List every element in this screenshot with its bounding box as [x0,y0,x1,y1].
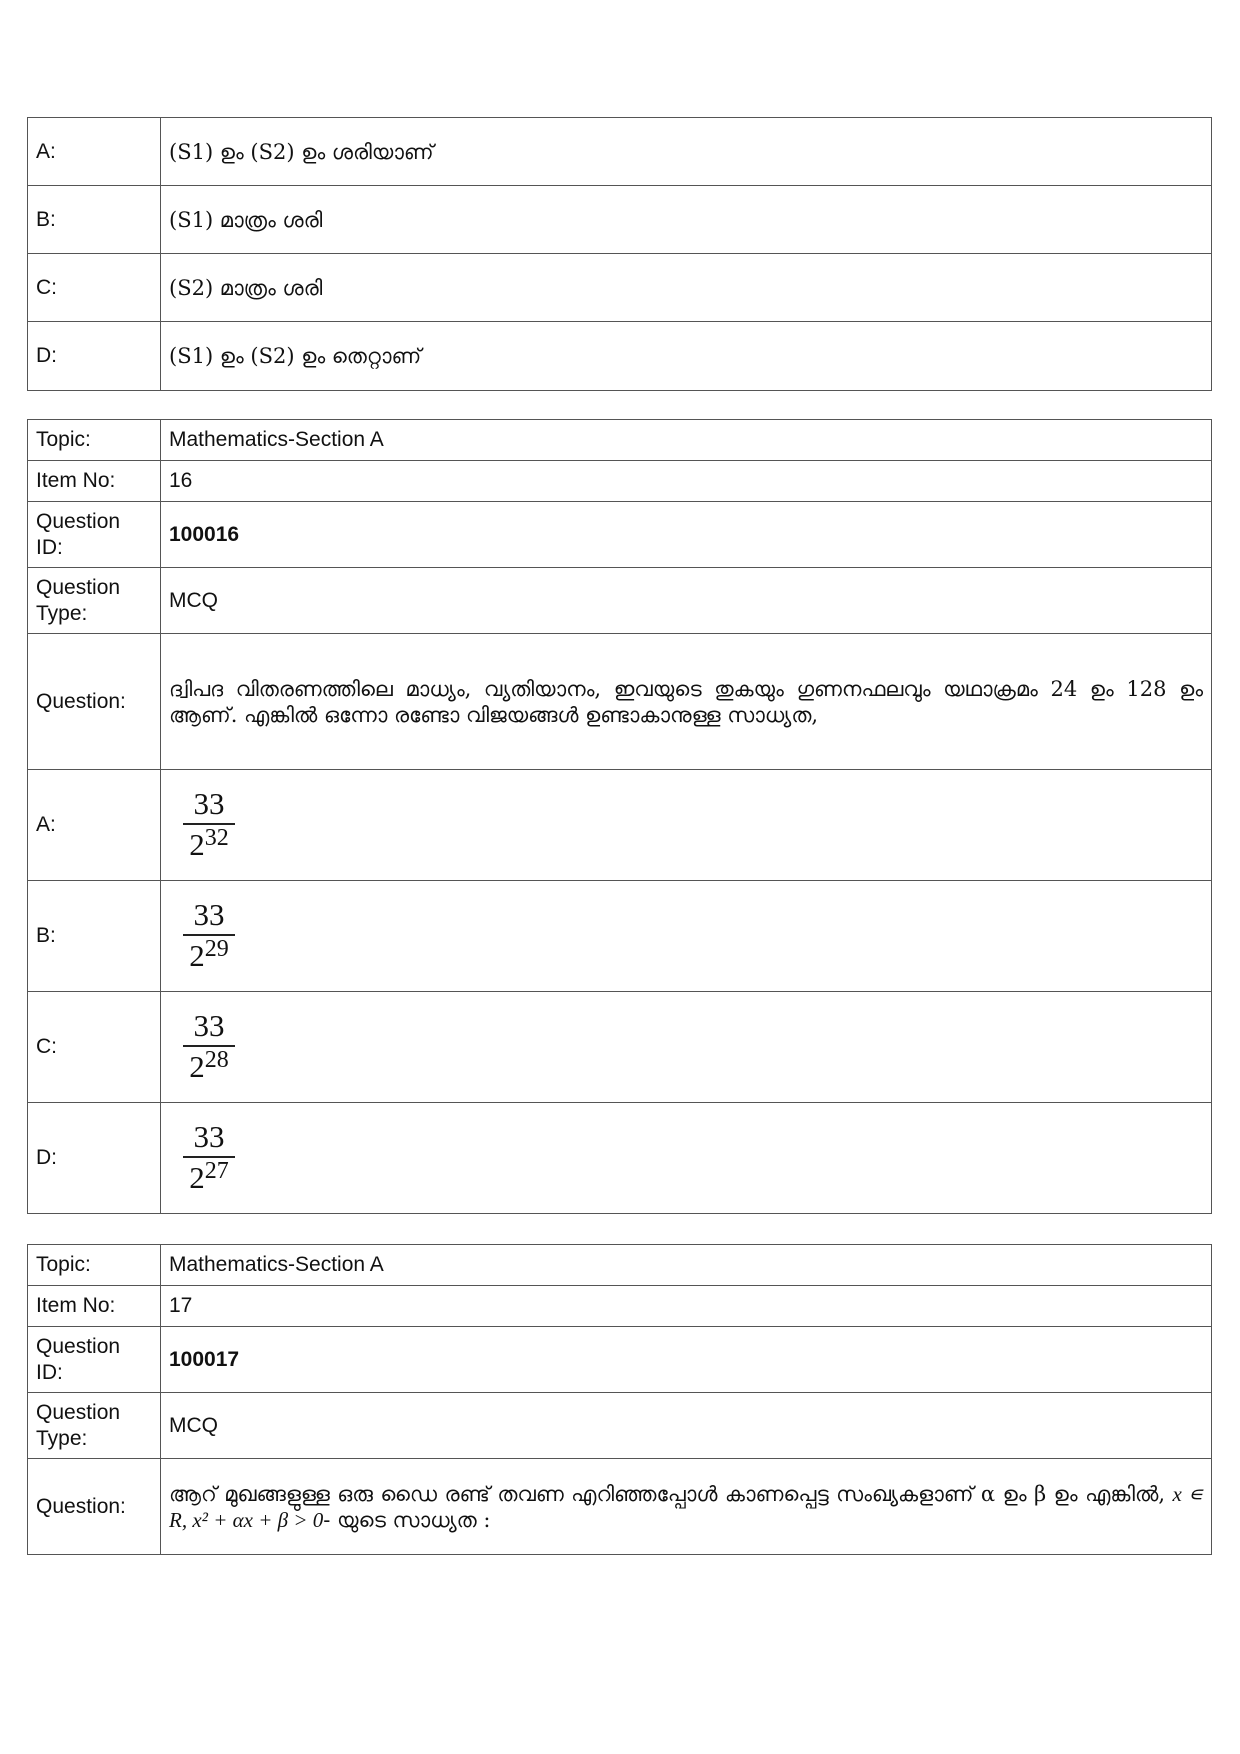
fraction [183,1119,235,1198]
option-row-d [28,1103,1212,1214]
question-type-label: Question Type: [28,1393,161,1459]
option-label: B: [28,186,161,254]
item-no-label: Item No: [28,1286,161,1327]
fraction [183,897,235,976]
power-base: 2 [189,1159,205,1195]
item-no-value: 17 [161,1286,1212,1327]
topic-value: Mathematics-Section A [161,420,1212,461]
topic-value: Mathematics-Section A [161,1245,1212,1286]
option-value [161,1103,1212,1214]
power-base: 2 [189,1048,205,1084]
question-row [28,1459,1212,1555]
question-label: Question: [28,1459,161,1555]
option-value [161,881,1212,992]
option-row-c [28,254,1212,322]
option-text: (S1) ഉം (S2) ഉം ശരിയാണ് [161,118,1212,186]
option-label: C: [28,254,161,322]
option-row-b [28,186,1212,254]
option-value [161,992,1212,1103]
fraction-denominator [183,1158,235,1198]
option-label: A: [28,118,161,186]
fraction [183,1008,235,1087]
fraction-numerator: 33 [193,1007,225,1043]
fraction-numerator: 33 [193,896,225,932]
question-type-row [28,1393,1212,1459]
power-exponent: 28 [204,1046,229,1073]
fraction-denominator [183,1047,235,1087]
topic-label: Topic: [28,420,161,461]
option-row-a [28,770,1212,881]
question-type-label: Question Type: [28,568,161,634]
option-label: D: [28,1103,161,1214]
topic-row [28,420,1212,461]
option-label: C: [28,992,161,1103]
item-no-label: Item No: [28,461,161,502]
question-id-row [28,502,1212,568]
item-no-row [28,1286,1212,1327]
question-text: ദ്വിപദ വിതരണത്തിലെ മാധ്യം, വ്യതിയാനം, ഇവയുടെ തുകയും ഗുണനഫലവും യഥാക്രമം 24 ഉം 128 ഉം ആണ്. എങ്കിൽ ഒന്നോ രണ്ടോ വിജയങ്ങൾ ഉണ്ടാകാനുള്ള സാധ്യത, [161,634,1212,770]
item-no-row [28,461,1212,502]
option-row-a [28,118,1212,186]
question-id-label: Question ID: [28,502,161,568]
question-17-table [27,1244,1212,1555]
option-value [161,770,1212,881]
power-base: 2 [189,937,205,973]
topic-row [28,1245,1212,1286]
option-text: (S1) ഉം (S2) ഉം തെറ്റാണ് [161,322,1212,391]
option-label: B: [28,881,161,992]
power-exponent: 29 [204,935,229,962]
question-text [161,1459,1212,1555]
option-label: D: [28,322,161,391]
fraction-denominator [183,936,235,976]
fraction-numerator: 33 [193,785,225,821]
power-base: 2 [189,826,205,862]
question-id-row [28,1327,1212,1393]
item-no-value: 16 [161,461,1212,502]
question-id-label: Question ID: [28,1327,161,1393]
fraction-denominator [183,825,235,865]
question-16-table [27,419,1212,1214]
option-row-b [28,881,1212,992]
option-row-c [28,992,1212,1103]
fraction [183,786,235,865]
question-math: x ∊ R, x² + αx + β > 0 [169,1481,1203,1532]
option-row-d [28,322,1212,391]
option-label: A: [28,770,161,881]
power-exponent: 32 [204,824,229,851]
question-type-value: MCQ [161,1393,1212,1459]
fraction-numerator: 33 [193,1118,225,1154]
option-text: (S1) മാത്രം ശരി [161,186,1212,254]
question-text-part-1: ആറ് മുഖങ്ങളുള്ള ഒരു ഡൈ രണ്ട് തവണ എറിഞ്ഞപ്പോൾ കാണപ്പെട്ട സംഖ്യകളാണ് α ഉം β ഉം എങ്കിൽ, [169,1481,1166,1506]
prev-question-options-table [27,117,1212,391]
power-exponent: 27 [204,1157,229,1184]
option-text: (S2) മാത്രം ശരി [161,254,1212,322]
question-id-value: 100017 [161,1327,1212,1393]
question-type-row [28,568,1212,634]
question-type-value: MCQ [161,568,1212,634]
question-id-value: 100016 [161,502,1212,568]
question-row [28,634,1212,770]
topic-label: Topic: [28,1245,161,1286]
question-text-part-2: - യുടെ സാധ്യത : [323,1507,491,1532]
question-label: Question: [28,634,161,770]
